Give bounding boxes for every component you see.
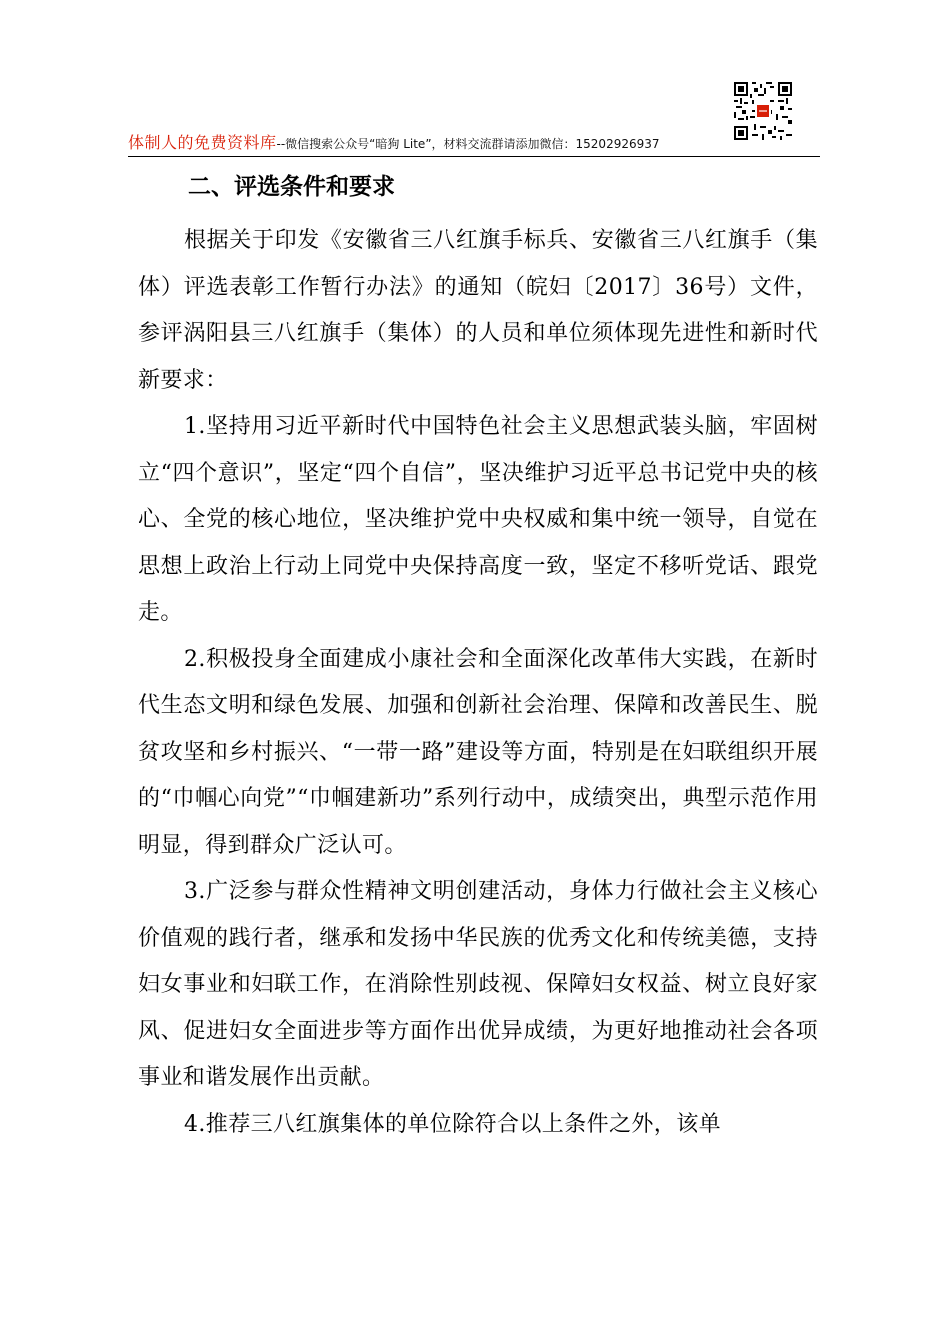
document-body bbox=[138, 162, 818, 1148]
paragraph: 2.积极投身全面建成小康社会和全面深化改革伟大实践，在新时代生态文明和绿色发展、加强和创新社会治理、保障和改善民生、脱贫攻坚和乡村振兴、“一带一路”建设等方面，特别是在妇联组织开展的“巾帼心向党”“巾帼建新功”系列行动中，成绩突出，典型示范作用明显，得到群众广泛认可。 bbox=[138, 646, 818, 858]
section-heading: 二、评选条件和要求 bbox=[188, 174, 395, 200]
header-brand: 体制人的免费资料库 bbox=[128, 133, 277, 152]
paragraph: 1.坚持用习近平新时代中国特色社会主义思想武装头脑，牢固树立“四个意识”，坚定“四个自信”，坚决维护习近平总书记党中央的核心、全党的核心地位，坚决维护党中央权威和集中统一领导，自觉在思想上政治上行动上同党中央保持高度一致，坚定不移听党话、跟党走。 bbox=[138, 414, 818, 625]
page-header bbox=[128, 130, 820, 156]
paragraph: 4.推荐三八红旗集体的单位除符合以上条件之外，该单 bbox=[184, 1111, 721, 1137]
header-divider bbox=[128, 156, 820, 157]
qr-code-icon bbox=[734, 82, 792, 140]
header-note: --微信搜索公众号“暗狗 Lite”，材料交流群请添加微信：15202926937 bbox=[276, 137, 660, 151]
paragraph: 根据关于印发《安徽省三八红旗手标兵、安徽省三八红旗手（集体）评选表彰工作暂行办法》的通知（皖妇〔2017〕36号）文件，参评涡阳县三八红旗手（集体）的人员和单位须体现先进性和新时代新要求： bbox=[138, 228, 818, 393]
paragraph: 3.广泛参与群众性精神文明创建活动，身体力行做社会主义核心价值观的践行者，继承和发扬中华民族的优秀文化和传统美德，支持妇女事业和妇联工作，在消除性别歧视、保障妇女权益、树立良好家风、促进妇女全面进步等方面作出优异成绩，为更好地推动社会各项事业和谐发展作出贡献。 bbox=[138, 879, 818, 1090]
